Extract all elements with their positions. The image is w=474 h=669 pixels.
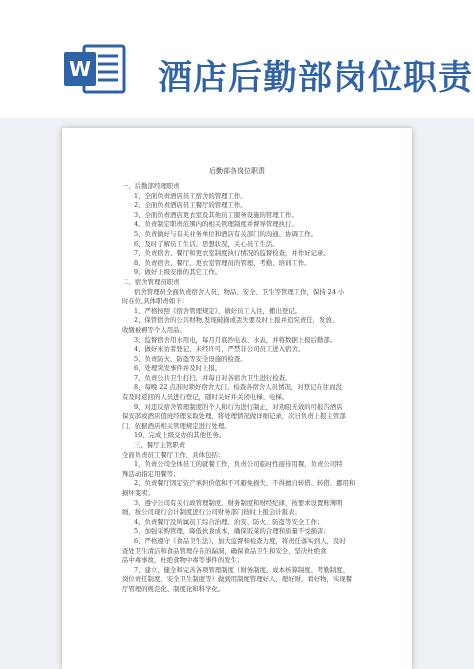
document-line: 品中毒事故，杜绝食物中毒等事件的发生； xyxy=(122,556,244,565)
document-line: 三、餐厅主管职责 xyxy=(134,441,186,450)
title-banner xyxy=(0,0,474,118)
document-line: 2、保管宿舍的公共财物,发现破损或丢失要及时上报并追究责任，发放、 xyxy=(134,316,339,325)
page-title: 酒店后勤部岗位职责 xyxy=(158,58,473,98)
document-line: 保安部或酒店值班经理采取处理，将处理情况做详细记录，次日负责上报主管部 xyxy=(122,412,346,421)
word-logo-letter: W xyxy=(68,57,92,81)
document-line: 3、全面负责酒店更衣室及其他员工服务设施的管理工作。 xyxy=(134,210,298,219)
document-line: 时在位,具体职责如下： xyxy=(122,297,188,306)
document-line: 5、加强采购管理，降低伙食成本，确保饭菜的合理和质量不受损害； xyxy=(134,527,330,536)
document-line: 5、负责做好与有关业务单位和酒店有关部门的沟通、协调工作。 xyxy=(134,229,318,238)
document-line: 宿舍管理员全面负责宿舍人员、物品、安全、卫生等管理工作，保持 24 小 xyxy=(134,287,345,296)
document-body xyxy=(122,182,378,595)
document-line: 门，依据酒店相关管理规定进行处理。 xyxy=(122,421,231,430)
document-line: 3、遵守公司有关行政管理制度，财务制度和财经纪律，按要求设置账簿明 xyxy=(134,498,343,507)
document-line: 6、处理突发事件并及时上报。 xyxy=(134,364,222,373)
document-line: 细，按公司现行会计制度进行公司财务部门按时上报会计报表； xyxy=(122,508,301,517)
document-line: 查处卫生清洁和食品管理存在的漏洞，确保食品卫生和安全，坚决杜绝食 xyxy=(122,546,327,555)
document-line: 4、做好来访者登记，未经许可，严禁非公司员工进入宿舍。 xyxy=(134,345,305,354)
document-line: 8、每晚 22 点准时锁好宿舍大门，检查各宿舍人员情况，对登记在住而没 xyxy=(134,383,342,392)
document-line: 2、负责餐厅固定资产承担价值和不可避免损失，不得擅自转借、转借、挪用和 xyxy=(134,479,356,488)
document-line: 4、负责餐厅及所属员工综合治理、治安、防火、防盗等安全工作； xyxy=(134,517,324,526)
document-line: 9、对违反宿舍管理制度的个人和行为进行制止，对劝阻无效的可报告酒店 xyxy=(134,402,343,411)
document-line: 9、做好上级安排的其它工作。 xyxy=(134,268,222,277)
document-line: 7、负责公共卫生打扫，并每日对各宿舍卫生进行检查。 xyxy=(134,373,292,382)
document-line: 4、负责制定职责范围内的相关管理制度并督导管理执行。 xyxy=(134,220,298,229)
document-line: 收缴被褥等个人用品。 xyxy=(122,325,186,334)
document-line: 1、严格按照《宿舍管理规定》，做好员工入住，搬出登记。 xyxy=(134,306,302,315)
document-line: 厅管理的规范化、制度化和科学化。 xyxy=(122,584,225,593)
document-line: 损坏变卖； xyxy=(122,489,154,497)
document-line: 3、监督宿舍用水用电，每月月底抄电表、水表，并将数据上报后勤部。 xyxy=(134,335,337,344)
document-page xyxy=(62,128,412,669)
document-line: 6、严格遵守《食品卫生法》，加大监督和检查力度，将责任落实到人，及时 xyxy=(134,536,346,545)
word-document-icon xyxy=(64,42,128,96)
document-line: 7、负责宿舍、餐厅和更衣室制度执行情况的监督检查，并作好记录。 xyxy=(134,249,330,258)
document-line: 5、负责防火、防盗等安全设施的检查。 xyxy=(134,354,247,363)
document-line: 6、及时了解员工生活、思想状况，关心员工生活。 xyxy=(134,239,279,248)
document-line: 岗位责任制度、安全卫生制度等）做到用制度管理好人、理好财、看好物，实现餐 xyxy=(122,575,353,584)
document-line: 10、完成上级交办的其他任务。 xyxy=(134,431,226,440)
document-line: 2、全面负责酒店员工餐厅的管理工作。 xyxy=(134,201,247,210)
document-line: 7、建立、健全和完善各项管理制度（财务制度、成本核算制度、考勤制度、 xyxy=(134,565,349,574)
document-line: 1、负责公司全体员工的就餐工作，负责公司临时性接待用餐，负责公司特 xyxy=(134,460,343,469)
document-line: 一、后勤部经理职责 xyxy=(122,182,180,190)
document-line: 8、负责宿舍、餐厅、更衣室管理员的管理、考勤、培训工作。 xyxy=(134,258,311,267)
document-line: 殊活动指定用餐等； xyxy=(122,469,180,478)
document-line: 1、全面负责酒店员工宿舍的管理工作。 xyxy=(134,191,247,200)
document-line: 全面负责员工餐厅工作，具体包括： xyxy=(122,450,225,459)
document-line: 二、宿舍管理员职责 xyxy=(122,277,180,286)
document-line: 有及时返回的人员进行登记，随时关好并关闭电梯、电梯。 xyxy=(122,393,289,402)
document-heading: 后勤部各岗位职责 xyxy=(209,167,265,175)
